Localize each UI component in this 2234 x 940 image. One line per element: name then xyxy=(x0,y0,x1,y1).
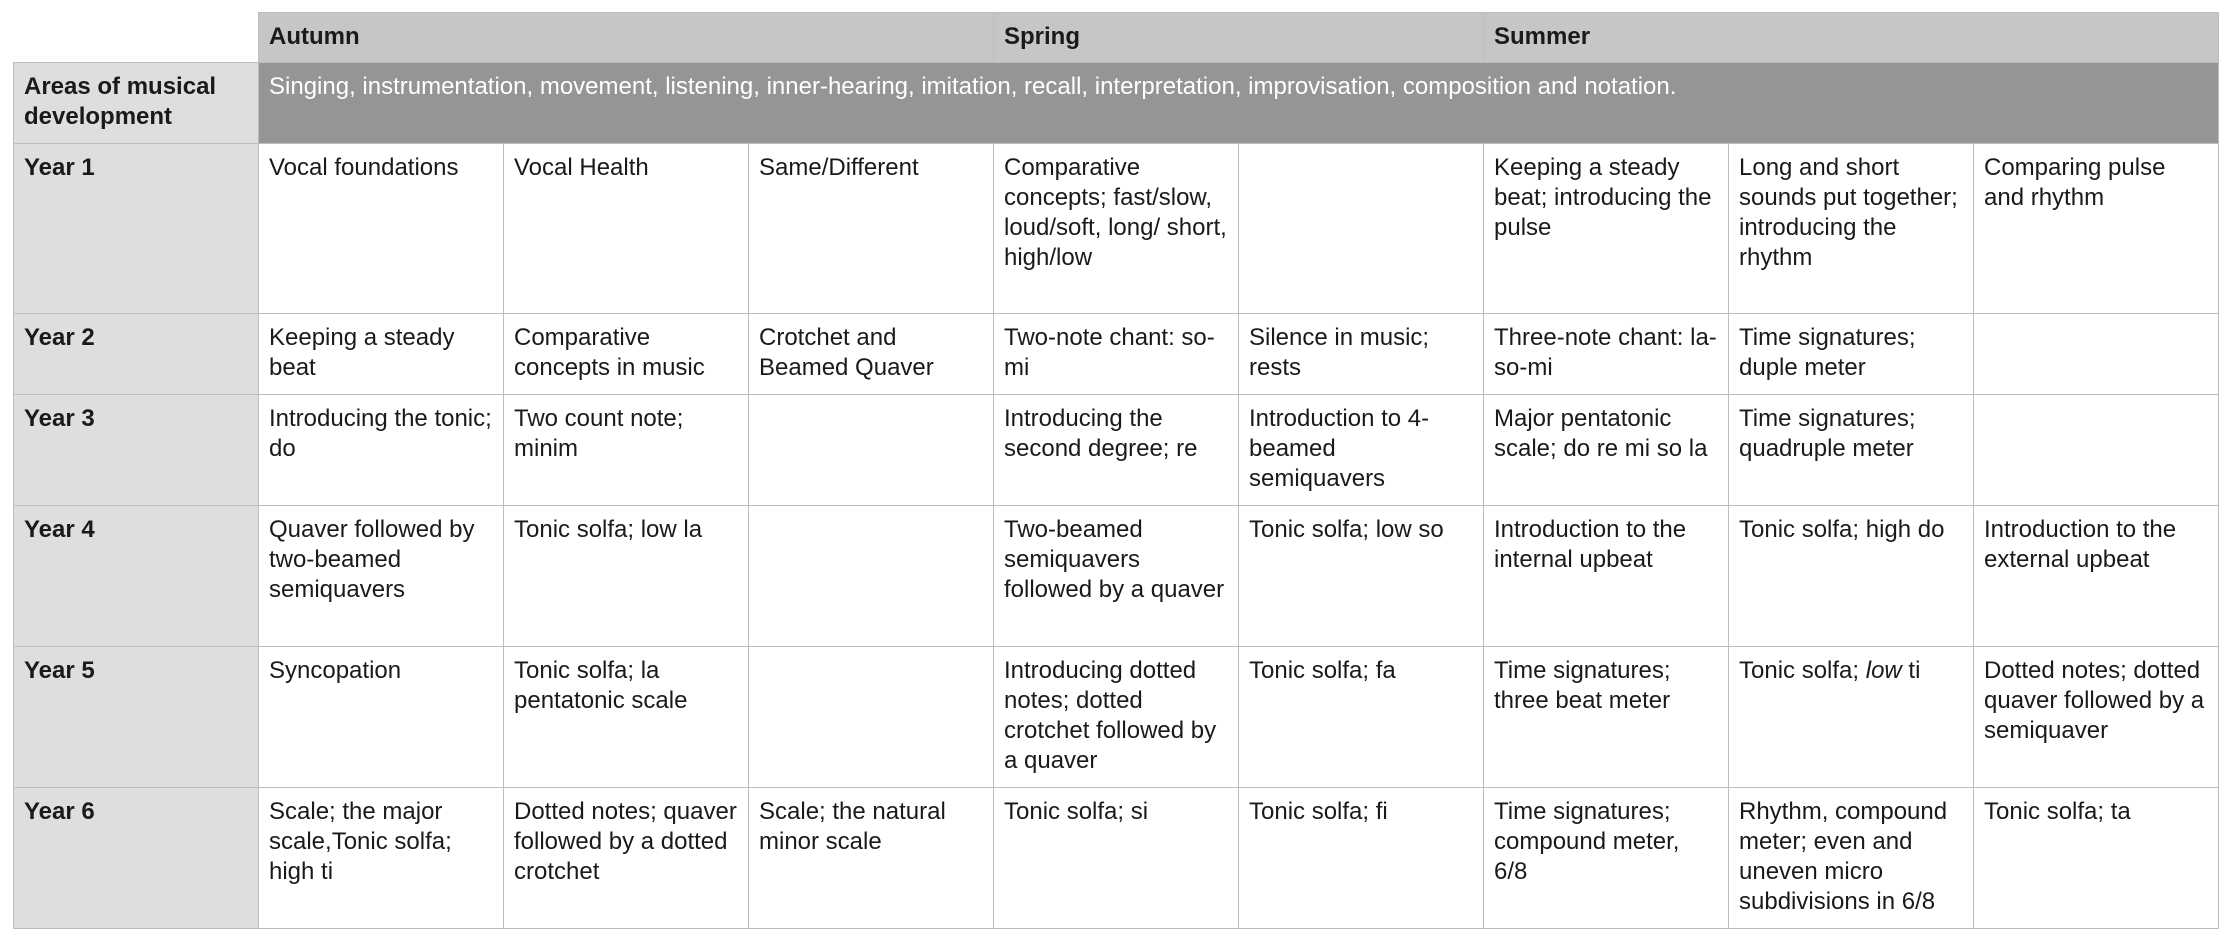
term-header-spring: Spring xyxy=(994,13,1484,63)
table-cell: Long and short sounds put together; introducing the rhythm xyxy=(1729,144,1974,314)
table-cell xyxy=(1974,395,2219,506)
table-cell: Tonic solfa; la pentatonic scale xyxy=(504,647,749,788)
table-cell: Tonic solfa; low so xyxy=(1239,506,1484,647)
table-cell: Rhythm, compound meter; even and uneven micro subdivisions in 6/8 xyxy=(1729,788,1974,929)
table-cell-low-ti xyxy=(1729,647,1974,788)
table-cell: Vocal Health xyxy=(504,144,749,314)
table-cell: Time signatures; duple meter xyxy=(1729,314,1974,395)
table-cell: Time signatures; three beat meter xyxy=(1484,647,1729,788)
year-row-3 xyxy=(14,395,2219,506)
table-cell xyxy=(1974,314,2219,395)
year-row-4 xyxy=(14,506,2219,647)
table-cell: Dotted notes; dotted quaver followed by a semiquaver xyxy=(1974,647,2219,788)
table-cell: Comparing pulse and rhythm xyxy=(1974,144,2219,314)
cell-text-emphasis: low xyxy=(1865,657,1902,684)
table-cell: Tonic solfa; high do xyxy=(1729,506,1974,647)
table-cell: Introduction to the internal upbeat xyxy=(1484,506,1729,647)
year-row-1 xyxy=(14,144,2219,314)
term-header-autumn: Autumn xyxy=(259,13,994,63)
table-cell: Crotchet and Beamed Quaver xyxy=(749,314,994,395)
table-cell: Tonic solfa; low la xyxy=(504,506,749,647)
table-cell: Quaver followed by two-beamed semiquavers xyxy=(259,506,504,647)
term-header-summer: Summer xyxy=(1484,13,2219,63)
year-label: Year 3 xyxy=(14,395,259,506)
table-cell: Keeping a steady beat xyxy=(259,314,504,395)
term-header-row xyxy=(14,13,2219,63)
year-row-5 xyxy=(14,647,2219,788)
table-cell: Same/Different xyxy=(749,144,994,314)
table-cell: Time signatures; compound meter, 6/8 xyxy=(1484,788,1729,929)
table-cell: Comparative concepts in music xyxy=(504,314,749,395)
table-cell: Introducing dotted notes; dotted crotchet followed by a quaver xyxy=(994,647,1239,788)
table-cell xyxy=(749,647,994,788)
areas-description: Singing, instrumentation, movement, listening, inner-hearing, imitation, recall, interpretation, improvisation, composition and notation. xyxy=(259,63,2219,144)
areas-row-label: Areas of musical development xyxy=(14,63,259,144)
table-cell: Silence in music; rests xyxy=(1239,314,1484,395)
table-cell xyxy=(1239,144,1484,314)
cell-text-prefix: Tonic solfa; xyxy=(1739,657,1866,684)
table-cell: Tonic solfa; fi xyxy=(1239,788,1484,929)
table-cell: Major pentatonic scale; do re mi so la xyxy=(1484,395,1729,506)
table-cell xyxy=(749,506,994,647)
table-cell: Time signatures; quadruple meter xyxy=(1729,395,1974,506)
table-cell: Introduction to the external upbeat xyxy=(1974,506,2219,647)
year-label: Year 5 xyxy=(14,647,259,788)
curriculum-table-wrapper xyxy=(13,12,2219,929)
table-cell: Introducing the tonic; do xyxy=(259,395,504,506)
music-curriculum-table xyxy=(13,12,2219,929)
table-cell: Introduction to 4-beamed semiquavers xyxy=(1239,395,1484,506)
year-label: Year 2 xyxy=(14,314,259,395)
table-cell: Two count note; minim xyxy=(504,395,749,506)
year-label: Year 1 xyxy=(14,144,259,314)
table-cell: Introducing the second degree; re xyxy=(994,395,1239,506)
areas-row xyxy=(14,63,2219,144)
year-row-2 xyxy=(14,314,2219,395)
corner-blank-cell xyxy=(14,13,259,63)
table-cell: Two-note chant: so-mi xyxy=(994,314,1239,395)
table-cell: Vocal foundations xyxy=(259,144,504,314)
table-cell: Three-note chant: la-so-mi xyxy=(1484,314,1729,395)
table-cell: Scale; the natural minor scale xyxy=(749,788,994,929)
year-row-6 xyxy=(14,788,2219,929)
table-cell: Tonic solfa; ta xyxy=(1974,788,2219,929)
year-label: Year 6 xyxy=(14,788,259,929)
table-cell: Syncopation xyxy=(259,647,504,788)
table-cell: Tonic solfa; fa xyxy=(1239,647,1484,788)
table-cell: Keeping a steady beat; introducing the pulse xyxy=(1484,144,1729,314)
table-cell: Two-beamed semiquavers followed by a quaver xyxy=(994,506,1239,647)
year-label: Year 4 xyxy=(14,506,259,647)
cell-text-suffix: ti xyxy=(1901,657,1921,684)
table-cell: Tonic solfa; si xyxy=(994,788,1239,929)
table-cell xyxy=(749,395,994,506)
table-cell: Scale; the major scale,Tonic solfa; high ti xyxy=(259,788,504,929)
table-cell: Dotted notes; quaver followed by a dotted crotchet xyxy=(504,788,749,929)
table-cell: Comparative concepts; fast/slow, loud/soft, long/ short, high/low xyxy=(994,144,1239,314)
